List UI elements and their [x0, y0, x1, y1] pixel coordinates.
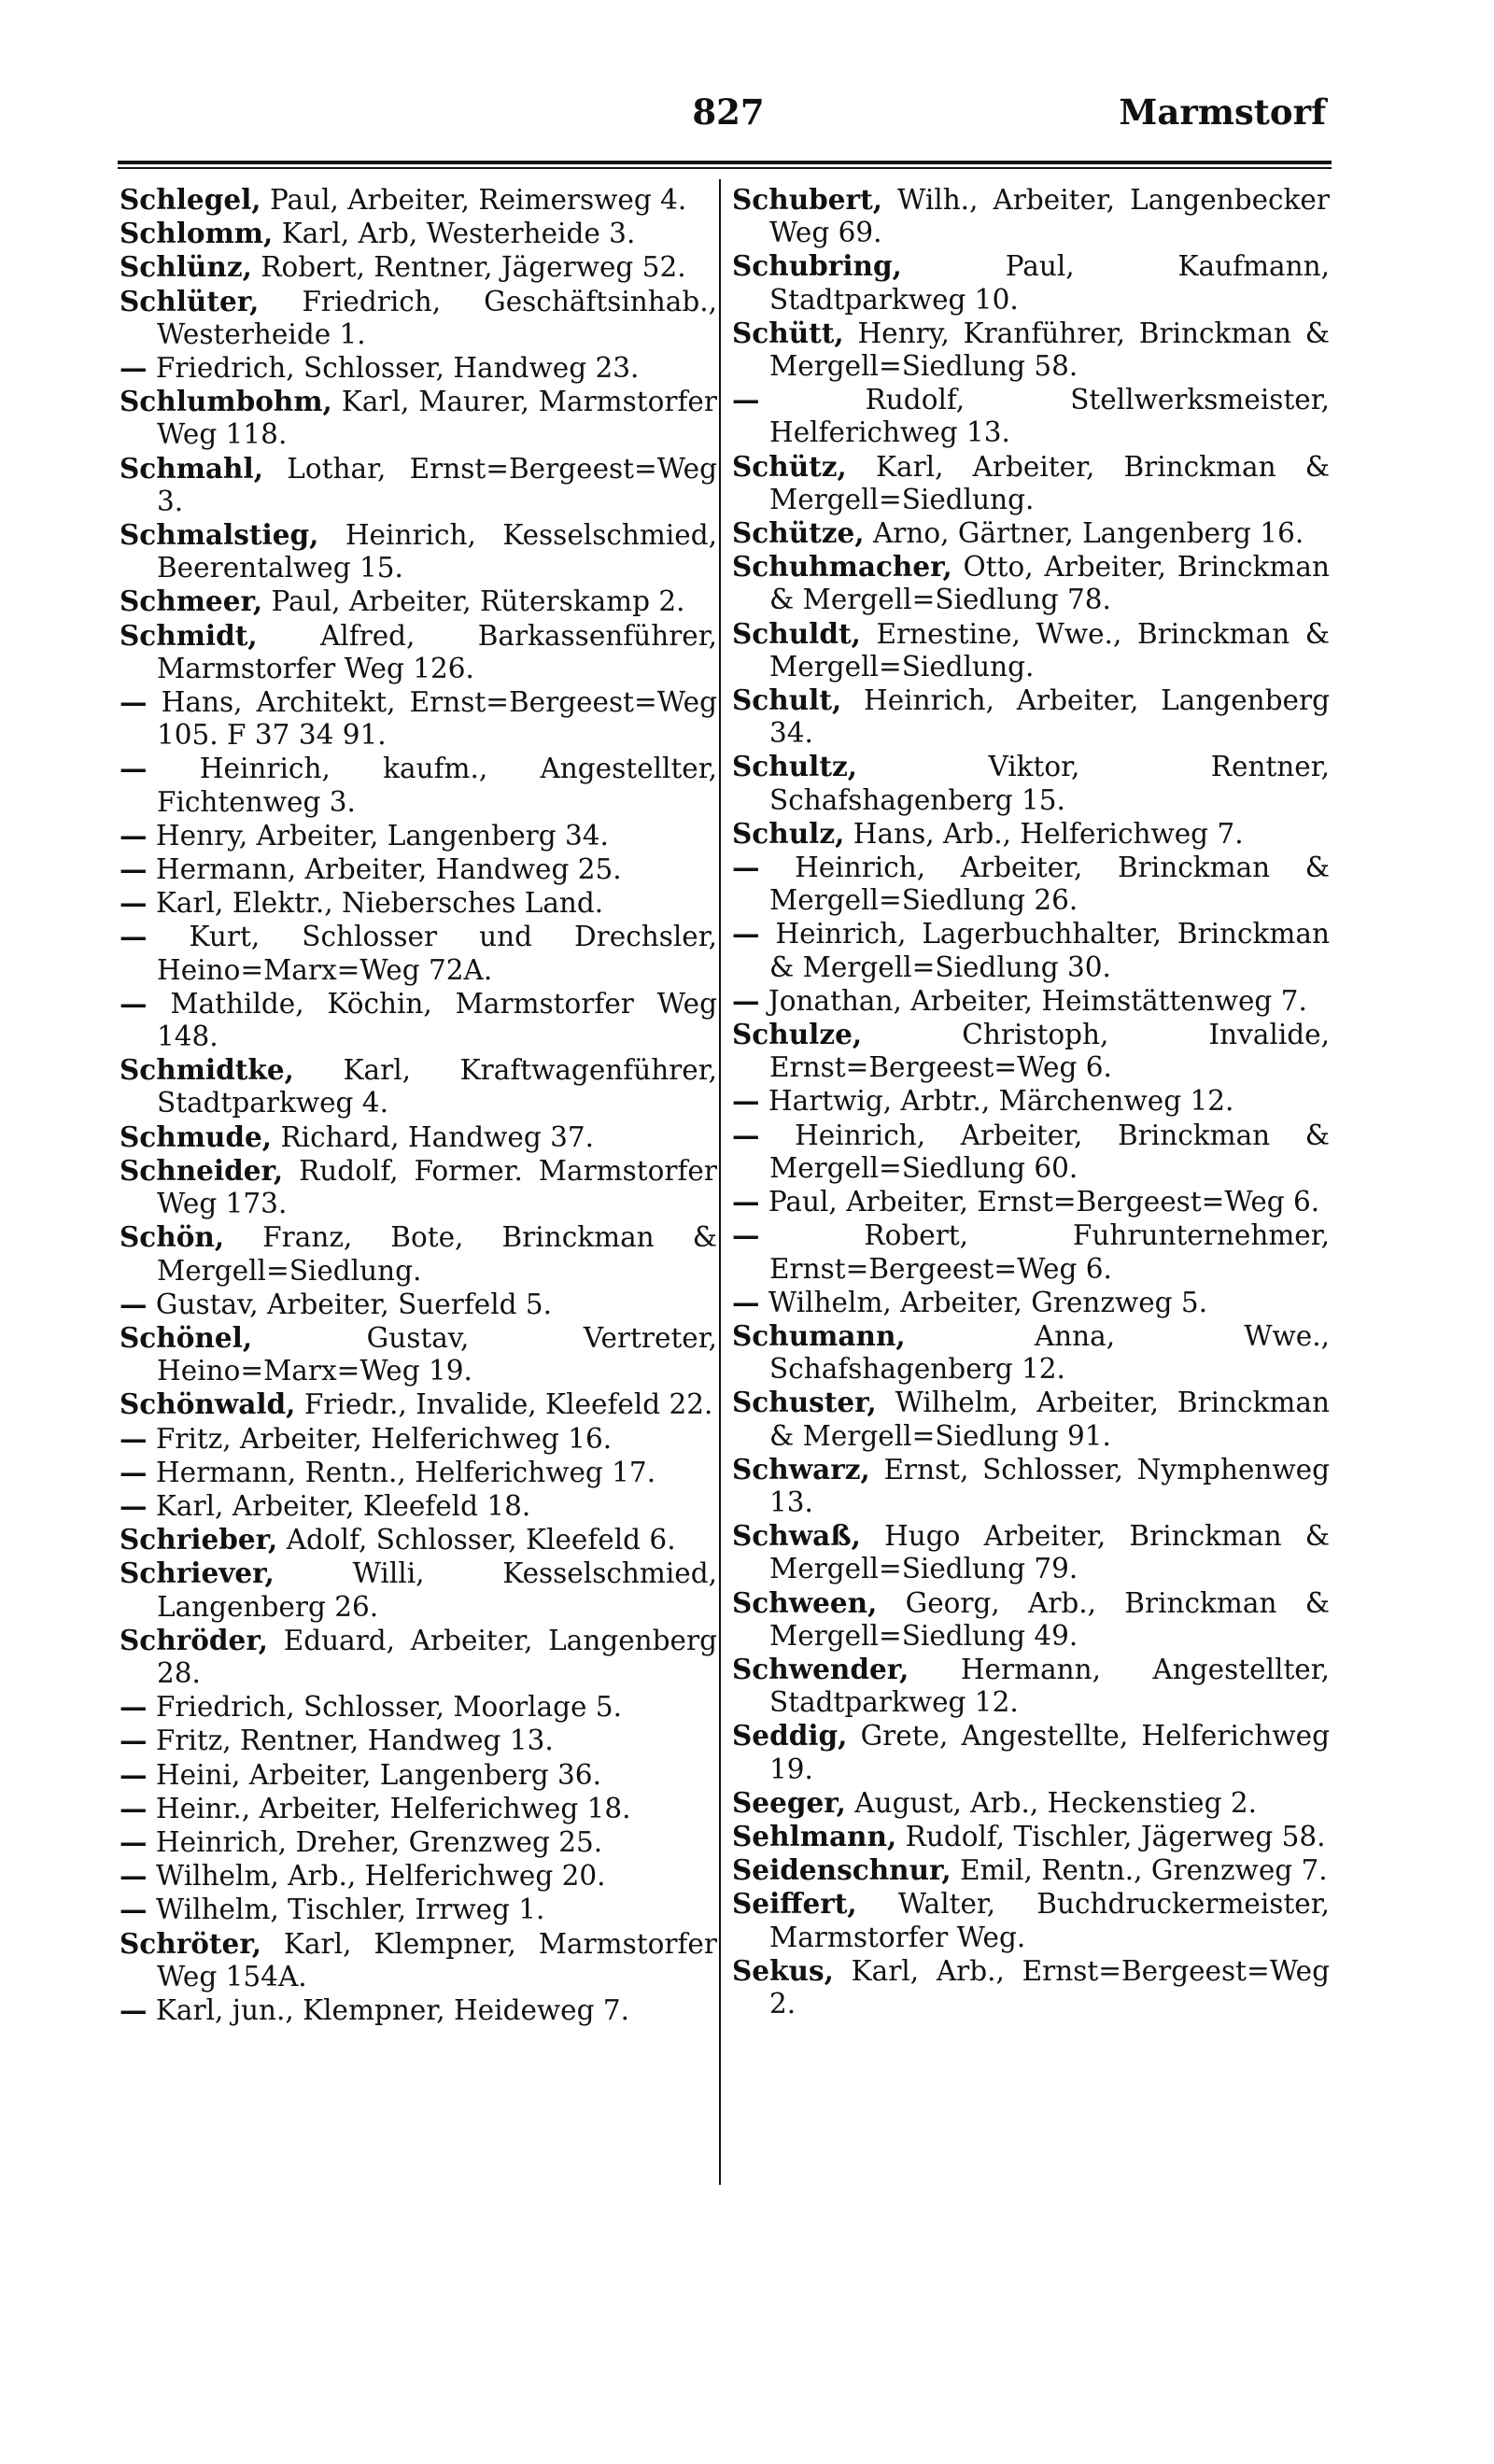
entry-surname: Schlomm, [120, 217, 274, 250]
entry-details: Friedrich, Geschäftsinhab., Westerheide 1. [157, 285, 717, 350]
entry-surname: — [120, 886, 148, 920]
entry-details: Fritz, Rentner, Handweg 13. [155, 1725, 554, 1757]
entry-details: Anna, Wwe., Schafshagenberg 12. [769, 1319, 1330, 1386]
entry-details: Karl, Arb., Ernst=Bergeest=Weg 2. [769, 1954, 1330, 2020]
entry-surname: Schlünz, [120, 250, 252, 284]
entry-surname: — [120, 1824, 148, 1858]
directory-entry [732, 1319, 1330, 1386]
entry-details: Rudolf, Former. Marmstorfer Weg 173. [157, 1154, 717, 1220]
entry-details: Hermann, Arbeiter, Handweg 25. [155, 853, 622, 886]
directory-entry [732, 851, 1330, 917]
entry-surname: Schlegel, [120, 183, 261, 216]
entry-surname: Sekus, [732, 1953, 834, 1987]
directory-entry [120, 1758, 717, 1792]
entry-surname: Schultz, [732, 750, 858, 783]
entry-details: Heinrich, Arbeiter, Brinckman & Mergell=Siedlung 26. [769, 852, 1330, 917]
header-rule [118, 161, 1332, 169]
entry-surname: Schönel, [120, 1320, 253, 1354]
directory-entry [120, 1893, 717, 1926]
entry-details: Otto, Arbeiter, Brinckman & Mergell=Siedlung 78. [769, 551, 1330, 616]
directory-entry [732, 516, 1330, 550]
directory-entry [120, 217, 717, 250]
entry-surname: Schulz, [732, 816, 845, 850]
directory-entry [120, 1387, 717, 1421]
entry-surname: — [120, 986, 148, 1020]
directory-entry [120, 1690, 717, 1724]
column-divider [719, 179, 721, 2185]
entry-surname: — [732, 851, 760, 884]
entry-surname: — [120, 1859, 148, 1893]
right-column [732, 183, 1330, 2020]
entry-details: Friedr., Invalide, Kleefeld 22. [303, 1388, 713, 1421]
entry-surname: Schriever, [120, 1556, 275, 1590]
entry-details: Gustav, Arbeiter, Suerfeld 5. [155, 1288, 553, 1320]
entry-surname: — [120, 351, 148, 385]
directory-entry [120, 452, 717, 518]
entry-surname: Schmeer, [120, 584, 263, 618]
entry-surname: Schröder, [120, 1623, 268, 1656]
entry-details: Karl, Arbeiter, Brinckman & Mergell=Siedlung. [769, 450, 1330, 515]
entry-surname: Schwarz, [732, 1452, 870, 1485]
entry-details: Christoph, Invalide, Ernst=Bergeest=Weg 6. [769, 1019, 1330, 1084]
entry-surname: Schulze, [732, 1018, 863, 1051]
entry-surname: Schmude, [120, 1119, 273, 1153]
directory-entry [120, 285, 717, 351]
entry-details: Willi, Kesselschmied, Langenberg 26. [157, 1557, 717, 1623]
directory-entry [120, 1288, 717, 1321]
entry-details: Friedrich, Schlosser, Handweg 23. [155, 352, 640, 385]
entry-surname: Schütze, [732, 516, 865, 550]
entry-details: Jonathan, Arbeiter, Heimstättenweg 7. [768, 984, 1307, 1017]
entry-surname: Schwender, [732, 1652, 909, 1685]
entry-surname: — [120, 1455, 148, 1488]
entry-details: Wilhelm, Tischler, Irrweg 1. [155, 1894, 545, 1926]
entry-surname: Schuhmacher, [732, 550, 952, 584]
entry-surname: — [732, 1084, 760, 1118]
entry-details: Henry, Kranführer, Brinckman & Mergell=Siedlung 58. [769, 317, 1330, 383]
entry-details: Mathilde, Köchin, Marmstorfer Weg 148. [157, 987, 717, 1053]
entry-details: Paul, Arbeiter, Ernst=Bergeest=Weg 6. [768, 1186, 1320, 1218]
entry-details: Hans, Arb., Helferichweg 7. [853, 817, 1244, 850]
directory-entry [120, 1724, 717, 1757]
running-head: Marmstorf [1119, 92, 1326, 133]
entry-details: Heinr., Arbeiter, Helferichweg 18. [155, 1792, 631, 1824]
entry-surname: — [732, 1185, 760, 1218]
entry-surname: — [120, 1421, 148, 1455]
directory-entry [732, 1719, 1330, 1785]
directory-entry [120, 1220, 717, 1287]
entry-surname: Schuster, [732, 1386, 877, 1419]
entry-details: Hugo Arbeiter, Brinckman & Mergell=Siedlung 79. [769, 1520, 1330, 1585]
entry-surname: Seddig, [732, 1719, 848, 1753]
entry-details: Lothar, Ernst=Bergeest=Weg 3. [157, 452, 717, 517]
entry-details: Hans, Architekt, Ernst=Bergeest=Weg 105. F 37 34 91. [157, 686, 717, 752]
directory-entry [732, 1286, 1330, 1319]
directory-entry [732, 1119, 1330, 1185]
entry-details: Karl, Elektr., Niebersches Land. [155, 887, 604, 920]
entry-details: Heinrich, Arbeiter, Langenberg 34. [769, 684, 1330, 750]
directory-entry [120, 1859, 717, 1893]
entry-surname: — [120, 1690, 148, 1724]
directory-entry [120, 619, 717, 685]
directory-entry [120, 685, 717, 752]
directory-entry [120, 752, 717, 818]
directory-entry [732, 1954, 1330, 2020]
directory-entry [732, 183, 1330, 249]
entry-details: Rudolf, Stellwerksmeister, Helferichweg 13. [769, 384, 1330, 449]
directory-entry [120, 1556, 717, 1623]
entry-surname: Schmidt, [120, 618, 258, 652]
entry-surname: Schrieber, [120, 1523, 278, 1556]
entry-details: Arno, Gärtner, Langenberg 16. [872, 517, 1304, 550]
entry-surname: — [732, 983, 760, 1017]
entry-details: Paul, Kaufmann, Stadtparkweg 10. [769, 250, 1330, 316]
entry-surname: Schubring, [732, 249, 902, 283]
directory-entry [120, 1523, 717, 1556]
directory-entry [732, 1519, 1330, 1585]
entry-surname: — [732, 1118, 760, 1151]
directory-entry [120, 518, 717, 584]
directory-entry [732, 683, 1330, 750]
directory-entry [120, 1792, 717, 1825]
entry-details: Karl, Maurer, Marmstorfer Weg 118. [157, 386, 717, 451]
directory-entry [120, 886, 717, 920]
directory-entry [120, 1624, 717, 1690]
entry-details: Hermann, Angestellter, Stadtparkweg 12. [769, 1653, 1330, 1719]
directory-entry [732, 817, 1330, 851]
entry-surname: Schwaß, [732, 1519, 861, 1553]
entry-surname: — [120, 1287, 148, 1320]
entry-surname: — [732, 383, 760, 416]
directory-entry [120, 920, 717, 986]
entry-details: Eduard, Arbeiter, Langenberg 28. [157, 1624, 717, 1689]
entry-surname: Schult, [732, 683, 842, 717]
entry-details: Heini, Arbeiter, Langenberg 36. [155, 1758, 601, 1791]
entry-surname: Schütt, [732, 316, 844, 349]
entry-surname: Seiffert, [732, 1887, 857, 1921]
entry-details: Karl, jun., Klempner, Heideweg 7. [155, 1993, 630, 2026]
directory-entry [120, 1154, 717, 1220]
entry-details: Heinrich, Arbeiter, Brinckman & Mergell=Siedlung 60. [769, 1119, 1330, 1184]
entry-details: Hartwig, Arbtr., Märchenweg 12. [768, 1085, 1234, 1118]
entry-surname: — [120, 1724, 148, 1757]
entry-details: Georg, Arb., Brinckman & Mergell=Siedlung 49. [769, 1586, 1330, 1652]
entry-details: Alfred, Barkassenführer, Marmstorfer Weg 126. [157, 619, 717, 684]
directory-entry [732, 917, 1330, 983]
page-header [131, 92, 1326, 148]
entry-details: Wilhelm, Arbeiter, Brinckman & Mergell=Siedlung 91. [769, 1387, 1330, 1452]
directory-entry [732, 617, 1330, 683]
entry-details: Wilhelm, Arb., Helferichweg 20. [155, 1860, 606, 1893]
entry-details: Karl, Kraftwagenführer, Stadtparkweg 4. [157, 1054, 717, 1119]
entry-surname: — [732, 917, 760, 950]
entry-surname: Seeger, [732, 1785, 846, 1819]
entry-surname: — [120, 1992, 148, 2026]
entry-details: Ernestine, Wwe., Brinckman & Mergell=Siedlung. [769, 617, 1330, 683]
entry-surname: Schlumbohm, [120, 385, 332, 418]
page-number: 827 [692, 92, 765, 133]
directory-entry [120, 385, 717, 451]
directory-entry [732, 1018, 1330, 1084]
entry-surname: — [120, 1893, 148, 1926]
directory-entry [120, 819, 717, 852]
entry-details: Heinrich, Lagerbuchhalter, Brinckman & Mergell=Siedlung 30. [769, 918, 1330, 983]
directory-entry [120, 1053, 717, 1119]
entry-details: Emil, Rentn., Grenzweg 7. [960, 1854, 1328, 1887]
directory-entry [120, 1825, 717, 1859]
entry-details: Karl, Arb, Westerheide 3. [281, 218, 636, 250]
directory-entry [120, 183, 717, 217]
entry-details: Heinrich, kaufm., Angestellter, Fichtenweg 3. [157, 753, 717, 818]
directory-entry [732, 249, 1330, 316]
entry-surname: — [732, 1218, 760, 1252]
entry-surname: Schmahl, [120, 451, 263, 485]
directory-entry [732, 1453, 1330, 1519]
directory-entry [732, 1887, 1330, 1953]
entry-details: Rudolf, Tischler, Jägerweg 58. [905, 1820, 1326, 1852]
directory-entry [120, 584, 717, 618]
directory-entry [732, 1084, 1330, 1118]
entry-surname: Schröter, [120, 1926, 261, 1960]
entry-details: Adolf, Schlosser, Kleefeld 6. [286, 1524, 676, 1556]
entry-surname: — [120, 1791, 148, 1824]
entry-details: Friedrich, Schlosser, Moorlage 5. [155, 1691, 623, 1724]
entry-surname: Schuldt, [732, 616, 861, 650]
directory-entry [732, 1853, 1330, 1887]
directory-entry [732, 1218, 1330, 1285]
entry-surname: — [732, 1285, 760, 1318]
directory-entry [120, 351, 717, 385]
directory-entry [120, 852, 717, 886]
entry-details: Hermann, Rentn., Helferichweg 17. [155, 1456, 656, 1488]
entry-details: August, Arb., Heckenstieg 2. [854, 1786, 1257, 1819]
directory-entry [732, 750, 1330, 816]
directory-entry [732, 1820, 1330, 1853]
entry-surname: Schumann, [732, 1318, 906, 1352]
entry-surname: — [120, 752, 148, 785]
directory-entry [732, 1586, 1330, 1653]
entry-surname: — [120, 1488, 148, 1522]
directory-entry [120, 1321, 717, 1387]
entry-surname: Schubert, [732, 183, 882, 216]
entry-details: Heinrich, Kesselschmied, Beerentalweg 15. [157, 519, 717, 584]
entry-surname: Schween, [732, 1585, 878, 1619]
directory-entry [120, 1422, 717, 1456]
entry-details: Grete, Angestellte, Helferichweg 19. [769, 1720, 1330, 1785]
directory-entry [732, 383, 1330, 449]
entry-surname: Schmalstieg, [120, 518, 319, 552]
directory-entry [732, 1185, 1330, 1218]
directory-entry [732, 1386, 1330, 1452]
entry-surname: Schlüter, [120, 284, 260, 317]
entry-details: Richard, Handweg 37. [280, 1120, 595, 1153]
directory-entry [120, 1927, 717, 1993]
entry-details: Heinrich, Dreher, Grenzweg 25. [155, 1825, 603, 1858]
entry-details: Karl, Arbeiter, Kleefeld 18. [155, 1489, 531, 1522]
directory-entry [120, 1993, 717, 2027]
directory-entry [120, 250, 717, 284]
entry-surname: — [120, 685, 148, 719]
directory-entry [732, 1786, 1330, 1820]
directory-entry [732, 450, 1330, 516]
entry-surname: Schmidtke, [120, 1053, 294, 1087]
entry-details: Paul, Arbeiter, Reimersweg 4. [269, 184, 687, 216]
entry-surname: Schütz, [732, 449, 847, 483]
directory-entry [732, 1653, 1330, 1719]
entry-surname: Schön, [120, 1220, 225, 1254]
entry-details: Franz, Bote, Brinckman & Mergell=Siedlung. [157, 1221, 717, 1287]
directory-entry [120, 1456, 717, 1489]
left-column [120, 183, 717, 2027]
directory-entry [732, 984, 1330, 1018]
entry-details: Paul, Arbeiter, Rüterskamp 2. [271, 585, 685, 618]
entry-surname: Schneider, [120, 1153, 284, 1187]
directory-entry [120, 987, 717, 1053]
entry-details: Wilh., Arbeiter, Langenbecker Weg 69. [769, 184, 1330, 249]
entry-surname: Schönwald, [120, 1387, 296, 1421]
entry-surname: — [120, 920, 148, 953]
entry-details: Kurt, Schlosser und Drechsler, Heino=Marx=Weg 72A. [157, 921, 717, 986]
directory-entry [120, 1489, 717, 1523]
entry-details: Fritz, Arbeiter, Helferichweg 16. [155, 1422, 613, 1455]
entry-details: Walter, Buchdruckermeister, Marmstorfer Weg. [769, 1888, 1330, 1953]
entry-details: Robert, Fuhrunternehmer, Ernst=Bergeest=Weg 6. [769, 1219, 1330, 1285]
entry-surname: — [120, 818, 148, 852]
entry-details: Ernst, Schlosser, Nymphenweg 13. [769, 1453, 1330, 1518]
entry-details: Henry, Arbeiter, Langenberg 34. [155, 819, 609, 852]
directory-entry [120, 1120, 717, 1154]
entry-surname: Sehlmann, [732, 1819, 897, 1852]
entry-details: Viktor, Rentner, Schafshagenberg 15. [769, 751, 1330, 816]
entry-surname: Seidenschnur, [732, 1853, 951, 1887]
entry-surname: — [120, 852, 148, 886]
directory-entry [732, 550, 1330, 616]
entry-details: Wilhelm, Arbeiter, Grenzweg 5. [768, 1286, 1208, 1318]
directory-entry [732, 317, 1330, 383]
entry-details: Robert, Rentner, Jägerweg 52. [261, 251, 686, 284]
entry-details: Gustav, Vertreter, Heino=Marx=Weg 19. [157, 1321, 717, 1387]
entry-surname: — [120, 1757, 148, 1791]
entry-details: Karl, Klempner, Marmstorfer Weg 154A. [157, 1927, 717, 1992]
